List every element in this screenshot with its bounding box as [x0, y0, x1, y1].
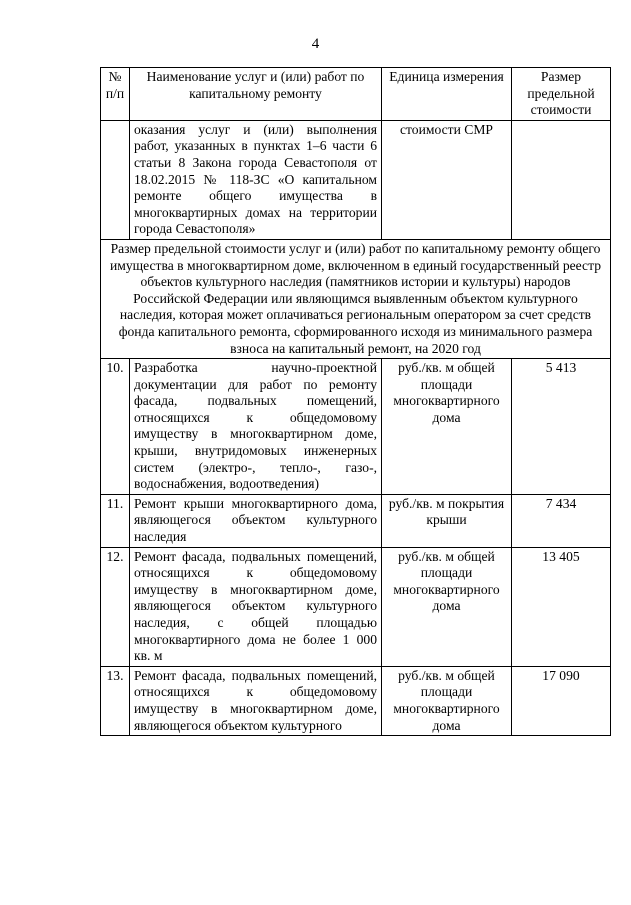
header-unit: Единица измерения	[382, 68, 512, 121]
row-service-name: Ремонт фасада, подвальных помещений, относящихся к общедомовому имуществу в многоквартирном доме, являющегося объектом культурного наследия, с общей площадью многоквартирного дома не более 1 000 кв. м	[130, 547, 382, 666]
row-unit: стоимости СМР	[382, 120, 512, 239]
row-unit: руб./кв. м покрытия крыши	[382, 494, 512, 547]
row-service-name: Разработка научно-проектной документации для работ по ремонту фасада, подвальных помещений, относящихся к общедомовому имуществу в многоквартирном доме, крыши, внутридомовых инженерных систем (электро-, тепло-, газо-, водоснабжения, водоотведения)	[130, 359, 382, 495]
row-number	[101, 120, 130, 239]
row-unit: руб./кв. м общей площади многоквартирного дома	[382, 359, 512, 495]
section-title: Размер предельной стоимости услуг и (или) работ по капитальному ремонту общего имущества в многоквартирном доме, включенном в единый государственный реестр объектов культурного наследия (памятников истории и культуры) народов Российской Федерации или являющимся выявленным объектом культурного наследия, которая может оплачиваться региональным оператором за счет средств фонда капитального ремонта, сформированного исходя из минимального размера взноса на капитальный ремонт, на 2020 год	[101, 239, 611, 358]
row-value	[512, 120, 611, 239]
row-service-name: Ремонт крыши многоквартирного дома, являющегося объектом культурного наследия	[130, 494, 382, 547]
section-title-row	[101, 239, 611, 358]
row-service-name: Ремонт фасада, подвальных помещений, относящихся к общедомовому имуществу в многоквартирном доме, являющегося объектом культурного	[130, 666, 382, 735]
row-service-name: оказания услуг и (или) выполнения работ, указанных в пунктах 1–6 части 6 статьи 8 Закона города Севастополя от 18.02.2015 № 118-ЗС «О капитальном ремонте общего имущества в многоквартирных домах на территории города Севастополя»	[130, 120, 382, 239]
table-row	[101, 547, 611, 666]
row-unit: руб./кв. м общей площади многоквартирного дома	[382, 666, 512, 735]
table-row-continued	[101, 120, 611, 239]
cost-table	[100, 67, 611, 736]
page-number: 4	[311, 36, 320, 52]
table-row	[101, 666, 611, 735]
table-row	[101, 494, 611, 547]
row-number: 11.	[101, 494, 130, 547]
row-value: 5 413	[512, 359, 611, 495]
row-value: 13 405	[512, 547, 611, 666]
row-number: 13.	[101, 666, 130, 735]
row-value: 17 090	[512, 666, 611, 735]
row-number: 12.	[101, 547, 130, 666]
row-number: 10.	[101, 359, 130, 495]
row-unit: руб./кв. м общей площади многоквартирного дома	[382, 547, 512, 666]
table-header-row	[101, 68, 611, 121]
header-max-cost: Размер предельной стоимости	[512, 68, 611, 121]
header-service-name: Наименование услуг и (или) работ по капитальному ремонту	[130, 68, 382, 121]
row-value: 7 434	[512, 494, 611, 547]
header-number: № п/п	[101, 68, 130, 121]
table-row	[101, 359, 611, 495]
